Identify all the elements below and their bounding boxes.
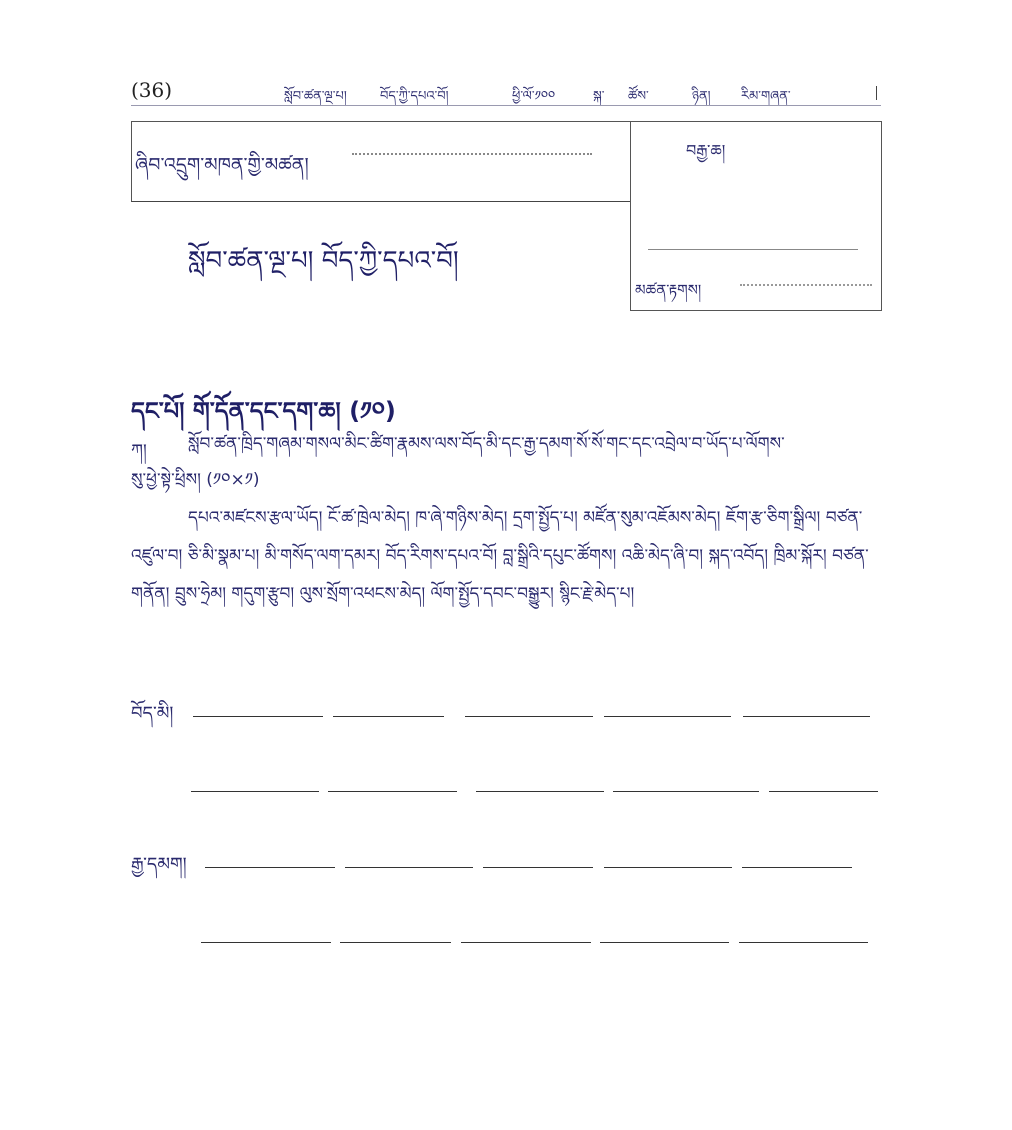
question-instruction: སུ་ཕྱེ་སྟེ་ཕྲིས། (༡༠×༡): [131, 470, 260, 490]
answer-blank[interactable]: [465, 716, 593, 717]
answer-blank[interactable]: [604, 867, 732, 868]
answer-blank[interactable]: [191, 791, 319, 792]
answer-blank[interactable]: [600, 942, 729, 943]
answer-blank[interactable]: [742, 867, 852, 868]
exam-title: སློབ་ཚན་ལྔ་པ། བོད་ཀྱི་དཔའ་བོ།: [188, 246, 459, 276]
answer-blank[interactable]: [483, 867, 593, 868]
header-grade: སྐ་: [593, 89, 605, 104]
answer-blank[interactable]: [340, 942, 451, 943]
answer-blank[interactable]: [743, 716, 870, 717]
answer-blank[interactable]: [345, 867, 473, 868]
section-title: དང་པོ། གོ་དོན་དང་དག་ཆ། (༡༠): [131, 397, 396, 425]
tibetan-answer-label: བོད་མི།: [131, 703, 174, 724]
answer-blank[interactable]: [193, 716, 323, 717]
header-class: ཚོས་: [628, 89, 649, 104]
word-bank: དཔའ་མཛངས་རྩལ་ཡོད། ངོ་ཚ་ཁྲེལ་མེད། ཁ་ཞེ་གཉིས་མེད། དྲག་སྤྱོད་པ། མཛོན་སུམ་འཇོམས་མེད། ཇོག་རྩ་ཅིག་སྒྲིལ། བཙན་འཛུལ་བ། ཅི་མི་སྣམ་པ། མི་གསོད་ལག་དམར། བོད་རིགས་དཔའ་བོ། བླ་སྒྲིའི་དཔུང་ཚོགས། འཆི་མེད་ཞི་བ། སྐད་འབོད། ཁྲིམ་སྐོར། བཙན་གནོན། བྲུས་ཧྲེམ། གདུག་རྩུབ། ལུས་སྲོག་འཕངས་མེད། ལོག་སྤྱོད་དབང་བསྒྱུར། སྙིང་རྗེ་མེད་པ།: [131, 508, 869, 604]
answer-blank[interactable]: [201, 942, 331, 943]
header-subject: སློབ་ཚན་ལྔ་པ།: [284, 89, 347, 104]
score-label: བརྒྱ་ཆ།: [686, 141, 726, 160]
question-number: ཀ།: [131, 441, 147, 461]
header-rule: [131, 105, 881, 106]
question-text: སློབ་ཚན་ཁྲིད་གཞམ་གསལ་མིང་ཚིག་རྣམས་ལས་བོད་མི་དང་རྒྱ་དམག་སོ་སོ་གང་དང་འབྲེལ་བ་ཡོད་པ་ལོགས་: [188, 434, 785, 454]
grader-name-field[interactable]: [352, 145, 592, 155]
header-year: ཕྱི་ལོ་༡༠༠: [512, 89, 556, 104]
header-category: རིམ་གཞན་: [741, 89, 791, 104]
answer-blank[interactable]: [461, 942, 591, 943]
header-divider-mark: [876, 86, 877, 100]
signature-label: མཚན་རྟགས།: [635, 281, 702, 299]
header-book: བོད་ཀྱི་དཔའ་བོ།: [380, 89, 449, 104]
signature-field[interactable]: [740, 276, 872, 286]
header-day: ཉིན།: [692, 89, 711, 104]
answer-blank[interactable]: [333, 716, 444, 717]
grader-name-label: ཞིབ་འདྲུག་མཁན་གྱི་མཚན།: [135, 154, 309, 176]
page-number: (36): [131, 78, 173, 102]
score-field[interactable]: [648, 249, 858, 250]
answer-blank[interactable]: [476, 791, 604, 792]
answer-blank[interactable]: [205, 867, 335, 868]
chinese-answer-label: རྒྱ་དམག།: [131, 854, 187, 875]
answer-blank[interactable]: [604, 716, 731, 717]
answer-blank[interactable]: [769, 791, 878, 792]
answer-blank[interactable]: [613, 791, 759, 792]
answer-blank[interactable]: [739, 942, 868, 943]
answer-blank[interactable]: [328, 791, 457, 792]
